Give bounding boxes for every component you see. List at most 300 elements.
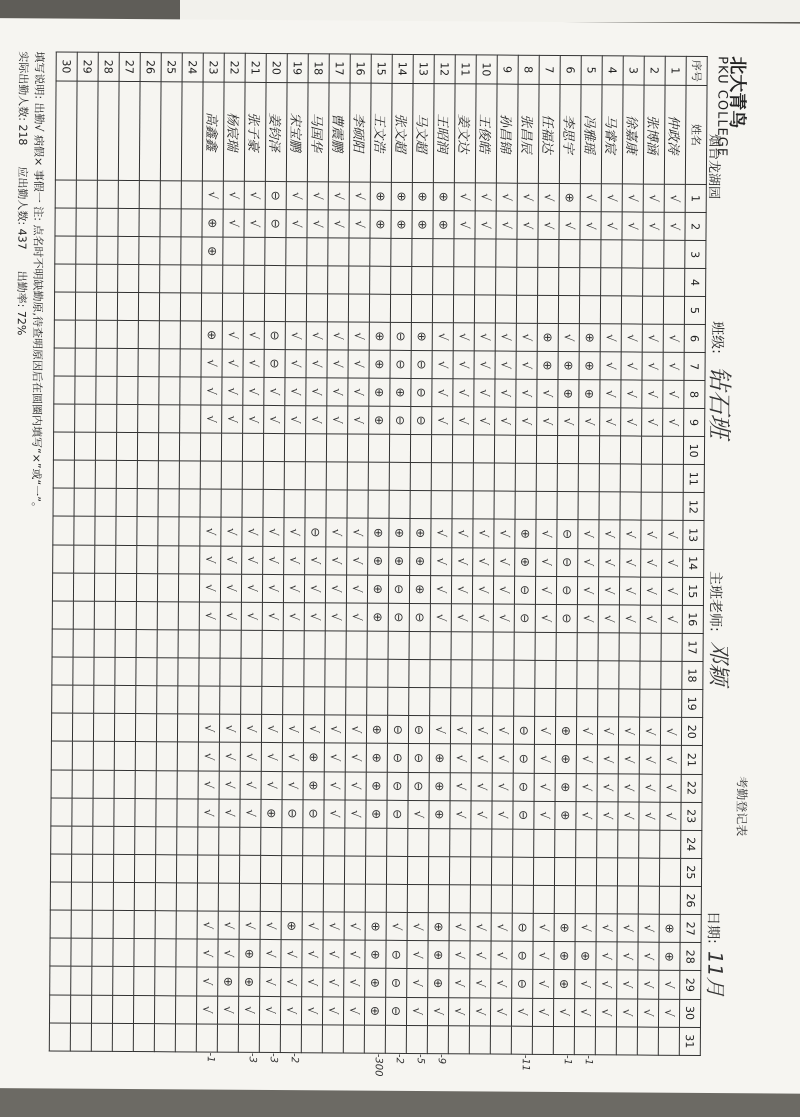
attendance-mark: √	[328, 210, 349, 238]
attendance-mark	[160, 181, 181, 209]
attendance-mark: √	[220, 602, 241, 630]
attendance-mark: ⊖	[513, 773, 534, 801]
attendance-mark	[118, 265, 139, 293]
attendance-mark: √	[284, 546, 305, 574]
attendance-mark: ⊖	[512, 970, 533, 998]
attendance-mark	[303, 828, 324, 856]
attendance-mark	[243, 293, 264, 321]
attendance-mark: ⊕	[559, 184, 580, 212]
deduction-note: -300	[373, 1054, 384, 1077]
attendance-mark: √	[471, 744, 492, 772]
attendance-mark: √	[495, 379, 516, 407]
column-header-day: 2	[685, 213, 706, 241]
attendance-mark: √	[471, 801, 492, 829]
class-label: 班级:	[708, 321, 728, 354]
attendance-mark: √	[222, 405, 243, 433]
attendance-mark	[200, 489, 221, 517]
attendance-mark: √	[348, 322, 369, 350]
attendance-mark	[175, 1024, 196, 1052]
attendance-mark	[283, 687, 304, 715]
attendance-mark: √	[198, 742, 219, 770]
attendance-mark	[302, 856, 323, 884]
attendance-mark	[662, 493, 683, 521]
attendance-mark	[116, 517, 137, 545]
attendance-mark	[177, 827, 198, 855]
attendance-mark	[264, 294, 285, 322]
row-number: 2	[644, 56, 665, 85]
attendance-mark	[92, 854, 113, 882]
attendance-mark	[281, 884, 302, 912]
attendance-mark: √	[327, 350, 348, 378]
attendance-mark: √	[452, 519, 473, 547]
attendance-mark	[52, 573, 73, 601]
attendance-mark	[514, 660, 535, 688]
attendance-mark	[410, 491, 431, 519]
student-name: 张昌辰	[517, 84, 539, 183]
attendance-mark	[114, 742, 135, 770]
attendance-mark: √	[578, 520, 599, 548]
attendance-mark: √	[601, 212, 622, 240]
column-header-day: 4	[685, 269, 706, 297]
should-attendance-value: 437	[15, 229, 28, 250]
attendance-mark	[491, 857, 512, 885]
attendance-mark	[388, 631, 409, 659]
attendance-mark: √	[619, 605, 640, 633]
attendance-mark: ⊕	[558, 380, 579, 408]
attendance-mark	[553, 1026, 574, 1054]
attendance-mark: √	[219, 799, 240, 827]
attendance-mark	[133, 1023, 154, 1051]
attendance-mark	[640, 689, 661, 717]
attendance-mark	[389, 463, 410, 491]
attendance-mark	[620, 436, 641, 464]
attendance-mark	[137, 545, 158, 573]
attendance-mark: √	[619, 577, 640, 605]
attendance-mark	[72, 770, 93, 798]
attendance-mark	[54, 404, 75, 432]
attendance-mark	[113, 939, 134, 967]
attendance-mark: √	[348, 406, 369, 434]
attendance-mark	[449, 857, 470, 885]
attendance-mark	[473, 435, 494, 463]
column-header-day: 3	[685, 241, 706, 269]
deduction-note: -9	[436, 1054, 447, 1064]
attendance-mark	[475, 239, 496, 267]
attendance-mark	[93, 742, 114, 770]
attendance-mark: √	[201, 405, 222, 433]
attendance-mark	[412, 267, 433, 295]
attendance-mark	[135, 798, 156, 826]
attendance-mark	[600, 296, 621, 324]
attendance-mark: √	[471, 716, 492, 744]
attendance-mark: ⊕	[659, 943, 680, 971]
attendance-mark: √	[243, 321, 264, 349]
attendance-mark	[135, 742, 156, 770]
attendance-mark	[115, 629, 136, 657]
should-attendance-label: 应出勤人数:	[16, 166, 29, 225]
deduction-note: -3	[268, 1053, 279, 1063]
student-name	[97, 81, 119, 180]
attendance-mark	[178, 658, 199, 686]
attendance-mark: √	[621, 324, 642, 352]
attendance-mark: ⊕	[412, 211, 433, 239]
attendance-mark	[575, 858, 596, 886]
attendance-mark: √	[471, 772, 492, 800]
attendance-mark	[221, 489, 242, 517]
logo-text: 北大青鸟	[725, 56, 752, 128]
attendance-mark: √	[534, 745, 555, 773]
attendance-mark	[368, 491, 389, 519]
attendance-mark: √	[324, 743, 345, 771]
deduction-note: -1	[205, 1053, 216, 1063]
attendance-mark	[596, 858, 617, 886]
attendance-mark: ⊕	[429, 744, 450, 772]
attendance-mark: √	[323, 912, 344, 940]
attendance-mark: √	[495, 323, 516, 351]
attendance-mark: √	[618, 774, 639, 802]
attendance-mark	[451, 632, 472, 660]
attendance-mark	[175, 995, 196, 1023]
attendance-mark	[176, 967, 197, 995]
attendance-mark	[218, 883, 239, 911]
attendance-mark	[222, 293, 243, 321]
attendance-mark	[365, 856, 386, 884]
attendance-mark: √	[201, 377, 222, 405]
attendance-mark	[664, 268, 685, 296]
attendance-mark	[411, 295, 432, 323]
attendance-mark	[156, 770, 177, 798]
attendance-mark: ⊖	[557, 520, 578, 548]
attendance-mark: ⊕	[239, 968, 260, 996]
attendance-mark	[74, 517, 95, 545]
attendance-mark	[178, 630, 199, 658]
student-name: 冯雅瑶	[580, 84, 602, 183]
attendance-mark: √	[574, 998, 595, 1026]
attendance-mark	[323, 856, 344, 884]
attendance-mark	[283, 631, 304, 659]
attendance-mark: √	[218, 939, 239, 967]
attendance-mark	[91, 995, 112, 1023]
attendance-mark	[412, 239, 433, 267]
attendance-mark: √	[221, 546, 242, 574]
column-header-day: 20	[681, 718, 702, 746]
attendance-mark: ⊕	[366, 716, 387, 744]
attendance-mark	[138, 349, 159, 377]
attendance-mark: √	[641, 549, 662, 577]
attendance-mark	[469, 1026, 490, 1054]
attendance-mark: √	[601, 184, 622, 212]
deduction-note: -2	[289, 1053, 300, 1063]
attendance-mark	[91, 1023, 112, 1051]
attendance-mark: √	[558, 408, 579, 436]
attendance-mark: ⊖	[388, 603, 409, 631]
attendance-mark	[176, 911, 197, 939]
attendance-mark	[155, 911, 176, 939]
attendance-mark: ⊖	[387, 772, 408, 800]
attendance-mark	[659, 886, 680, 914]
attendance-mark	[532, 1026, 553, 1054]
attendance-mark	[94, 657, 115, 685]
attendance-mark	[53, 545, 74, 573]
attendance-mark: ⊖	[409, 603, 430, 631]
attendance-mark: √	[516, 379, 537, 407]
attendance-mark	[391, 267, 412, 295]
attendance-mark	[197, 855, 218, 883]
attendance-mark: √	[348, 350, 369, 378]
attendance-mark: √	[492, 745, 513, 773]
attendance-mark: √	[493, 576, 514, 604]
attendance-mark	[76, 208, 97, 236]
attendance-mark: √	[535, 576, 556, 604]
attendance-mark	[431, 435, 452, 463]
actual-attendance-label: 实际出勤人数:	[16, 51, 29, 121]
attendance-mark: ⊕	[515, 520, 536, 548]
attendance-mark	[409, 631, 430, 659]
attendance-mark	[453, 295, 474, 323]
column-header-day: 18	[682, 661, 703, 689]
attendance-mark: √	[306, 350, 327, 378]
attendance-mark: √	[261, 743, 282, 771]
attendance-mark: √	[240, 715, 261, 743]
attendance-mark: √	[238, 996, 259, 1024]
attendance-mark	[559, 268, 580, 296]
attendance-sheet	[0, 18, 800, 1094]
attendance-mark: √	[533, 970, 554, 998]
attendance-mark	[180, 321, 201, 349]
attendance-mark	[259, 1024, 280, 1052]
attendance-mark	[601, 240, 622, 268]
attendance-mark: √	[202, 181, 223, 209]
attendance-mark: √	[345, 800, 366, 828]
attendance-mark: √	[259, 996, 280, 1024]
attendance-mark	[346, 659, 367, 687]
attendance-mark	[135, 714, 156, 742]
attendance-mark: ⊖	[390, 350, 411, 378]
attendance-mark: ⊕	[429, 772, 450, 800]
attendance-mark: √	[326, 518, 347, 546]
student-name: 孙昌锦	[496, 84, 518, 183]
attendance-mark: √	[449, 969, 470, 997]
attendance-mark	[218, 855, 239, 883]
attendance-mark	[536, 464, 557, 492]
attendance-mark: √	[475, 183, 496, 211]
attendance-mark	[179, 433, 200, 461]
attendance-mark	[388, 659, 409, 687]
attendance-mark	[53, 460, 74, 488]
attendance-mark	[177, 770, 198, 798]
attendance-mark: √	[491, 941, 512, 969]
attendance-mark	[533, 885, 554, 913]
sheet-header	[701, 56, 752, 1056]
attendance-mark: √	[345, 772, 366, 800]
attendance-mark	[74, 460, 95, 488]
attendance-mark: √	[450, 800, 471, 828]
attendance-mark: √	[347, 547, 368, 575]
attendance-mark	[75, 292, 96, 320]
attendance-mark	[241, 658, 262, 686]
attendance-mark	[73, 685, 94, 713]
attendance-mark: √	[663, 380, 684, 408]
attendance-mark: √	[243, 377, 264, 405]
attendance-mark: ⊕	[579, 380, 600, 408]
attendance-mark	[112, 1023, 133, 1051]
attendance-mark: ⊖	[387, 716, 408, 744]
attendance-mark	[410, 463, 431, 491]
attendance-mark	[554, 857, 575, 885]
attendance-mark	[640, 633, 661, 661]
attendance-mark	[559, 240, 580, 268]
attendance-mark	[134, 883, 155, 911]
attendance-mark	[52, 685, 73, 713]
attendance-mark	[54, 376, 75, 404]
attendance-mark	[53, 432, 74, 460]
attendance-mark	[617, 886, 638, 914]
attendance-mark: √	[281, 940, 302, 968]
attendance-mark: ⊕	[367, 575, 388, 603]
attendance-mark	[449, 885, 470, 913]
attendance-mark: √	[306, 322, 327, 350]
attendance-mark	[496, 267, 517, 295]
attendance-mark: √	[580, 212, 601, 240]
attendance-mark: √	[536, 520, 557, 548]
attendance-mark: √	[280, 996, 301, 1024]
attendance-mark	[181, 237, 202, 265]
attendance-mark: ⊕	[218, 968, 239, 996]
attendance-mark: √	[620, 520, 641, 548]
attendance-mark: ⊕	[391, 182, 412, 210]
attendance-mark: ⊖	[556, 604, 577, 632]
attendance-mark	[390, 294, 411, 322]
attendance-mark	[157, 630, 178, 658]
attendance-mark	[538, 240, 559, 268]
attendance-mark: ⊖	[513, 801, 534, 829]
attendance-mark	[391, 238, 412, 266]
row-number: 30	[56, 52, 77, 81]
attendance-mark	[305, 434, 326, 462]
attendance-mark: ⊕	[239, 940, 260, 968]
attendance-mark	[54, 292, 75, 320]
attendance-mark	[223, 265, 244, 293]
attendance-mark: √	[450, 772, 471, 800]
attendance-mark	[95, 545, 116, 573]
attendance-mark: ⊕	[367, 603, 388, 631]
attendance-mark	[284, 434, 305, 462]
attendance-mark	[263, 434, 284, 462]
attendance-mark	[135, 770, 156, 798]
attendance-mark	[389, 491, 410, 519]
attendance-mark	[241, 630, 262, 658]
attendance-mark	[154, 995, 175, 1023]
attendance-mark: ⊕	[281, 912, 302, 940]
attendance-mark	[620, 492, 641, 520]
attendance-mark: ⊖	[265, 182, 286, 210]
attendance-mark	[94, 629, 115, 657]
attendance-mark: √	[662, 549, 683, 577]
attendance-mark: √	[301, 996, 322, 1024]
column-header-day: 23	[681, 802, 702, 830]
attendance-mark: ⊖	[556, 576, 577, 604]
attendance-mark	[113, 967, 134, 995]
attendance-mark	[220, 686, 241, 714]
attendance-mark	[640, 661, 661, 689]
attendance-mark	[50, 966, 71, 994]
attendance-mark: ⊕	[365, 912, 386, 940]
column-header-day: 15	[682, 577, 703, 605]
attendance-mark	[55, 208, 76, 236]
attendance-mark: ⊖	[512, 913, 533, 941]
attendance-mark	[515, 463, 536, 491]
attendance-mark	[262, 659, 283, 687]
attendance-mark	[117, 404, 138, 432]
attendance-mark: √	[200, 517, 221, 545]
attendance-mark: √	[260, 940, 281, 968]
column-header-day: 19	[682, 690, 703, 718]
row-number: 23	[203, 53, 224, 82]
attendance-mark: √	[349, 210, 370, 238]
attendance-mark: ⊖	[386, 941, 407, 969]
attendance-mark: √	[198, 799, 219, 827]
attendance-mark: √	[639, 774, 660, 802]
attendance-mark	[490, 1026, 511, 1054]
attendance-mark: √	[199, 574, 220, 602]
attendance-mark: ⊕	[659, 914, 680, 942]
attendance-mark: √	[618, 802, 639, 830]
attendance-mark: √	[349, 182, 370, 210]
attendance-mark	[76, 264, 97, 292]
attendance-mark	[638, 886, 659, 914]
attendance-mark: √	[640, 605, 661, 633]
attendance-mark	[452, 435, 473, 463]
attendance-mark	[387, 828, 408, 856]
column-header-day: 28	[680, 943, 701, 971]
attendance-mark	[260, 884, 281, 912]
attendance-mark: √	[451, 604, 472, 632]
attendance-mark	[433, 239, 454, 267]
attendance-mark	[73, 601, 94, 629]
attendance-mark: √	[639, 717, 660, 745]
attendance-mark: ⊖	[514, 604, 535, 632]
attendance-mark	[155, 883, 176, 911]
attendance-mark: √	[600, 352, 621, 380]
attendance-mark: ⊕	[369, 378, 390, 406]
attendance-mark	[619, 661, 640, 689]
attendance-mark	[133, 995, 154, 1023]
attendance-mark	[242, 490, 263, 518]
attendance-mark: √	[578, 548, 599, 576]
attendance-mark	[179, 517, 200, 545]
attendance-mark: √	[241, 602, 262, 630]
attendance-mark	[115, 657, 136, 685]
student-name: 王文浩	[370, 83, 392, 182]
attendance-mark	[263, 462, 284, 490]
attendance-mark	[454, 239, 475, 267]
attendance-mark	[580, 268, 601, 296]
attendance-mark: ⊕	[370, 182, 391, 210]
attendance-mark: √	[307, 182, 328, 210]
attendance-mark	[538, 268, 559, 296]
attendance-mark: √	[324, 715, 345, 743]
attendance-mark	[73, 629, 94, 657]
attendance-mark: √	[534, 801, 555, 829]
attendance-mark: √	[599, 548, 620, 576]
attendance-mark	[139, 237, 160, 265]
attendance-mark: √	[664, 212, 685, 240]
attendance-mark	[659, 858, 680, 886]
attendance-mark	[52, 629, 73, 657]
attendance-mark	[406, 1025, 427, 1053]
attendance-mark	[96, 320, 117, 348]
attendance-mark	[326, 462, 347, 490]
